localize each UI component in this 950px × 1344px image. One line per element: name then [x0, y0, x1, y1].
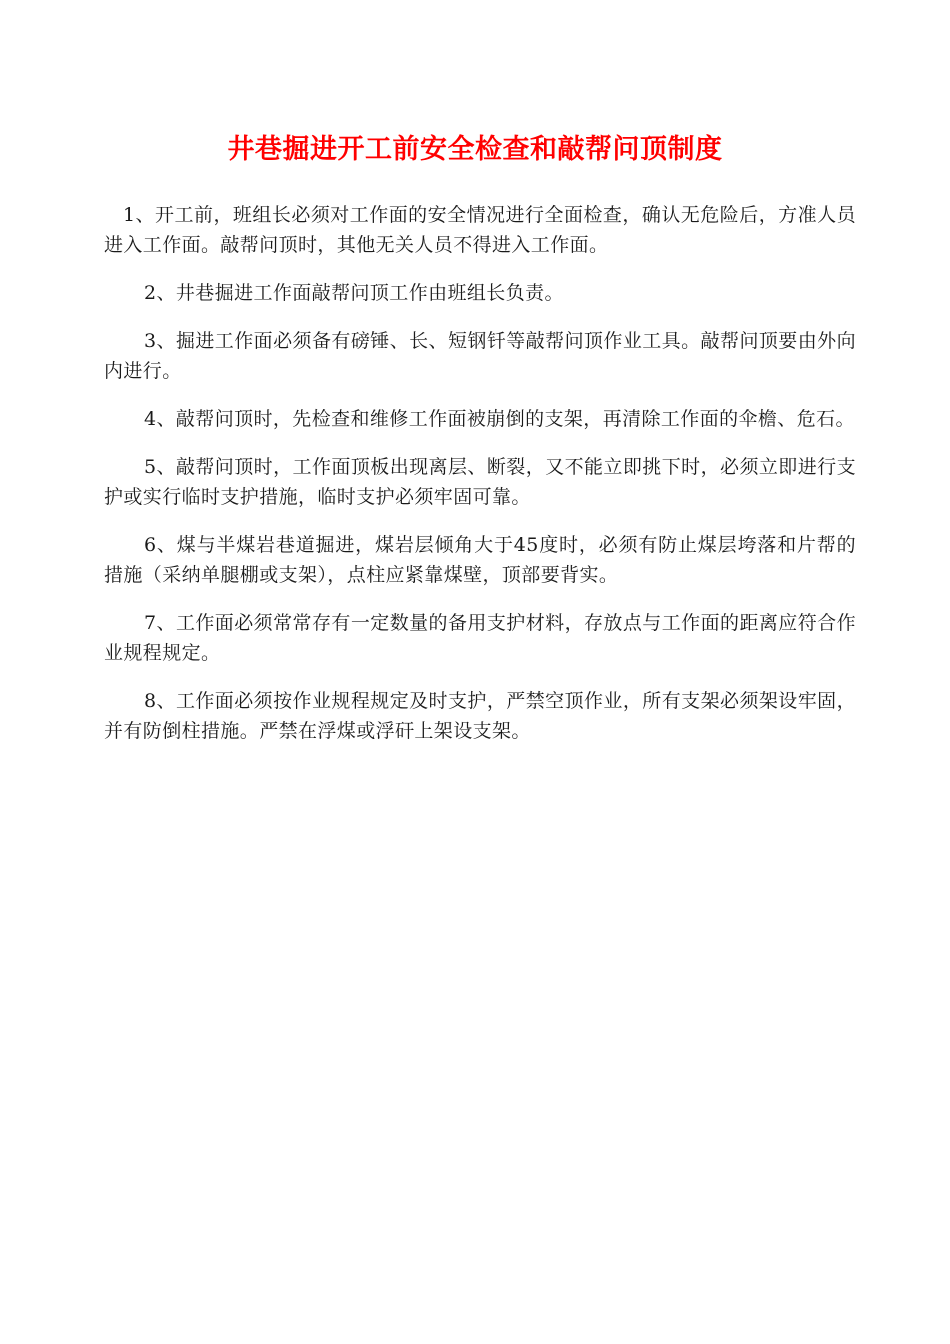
paragraph-7: 7、工作面必须常常存有一定数量的备用支护材料，存放点与工作面的距离应符合作业规程规定。: [104, 612, 856, 664]
paragraph-6: 6、煤与半煤岩巷道掘进，煤岩层倾角大于45度时，必须有防止煤层垮落和片帮的措施（采纳单腿棚或支架），点柱应紧靠煤壁，顶部要背实。: [104, 534, 856, 586]
paragraph-3: 3、掘进工作面必须备有磅锤、长、短钢钎等敲帮问顶作业工具。敲帮问顶要由外向内进行。: [104, 330, 856, 382]
paragraph-2: 2、井巷掘进工作面敲帮问顶工作由班组长负责。: [144, 282, 564, 304]
document-body: [104, 200, 856, 764]
document-title: 井巷掘进开工前安全检查和敲帮问顶制度: [227, 134, 723, 165]
paragraph-4: 4、敲帮问顶时，先检查和维修工作面被崩倒的支架，再清除工作面的伞檐、危石。: [144, 408, 855, 430]
paragraph-8: 8、工作面必须按作业规程规定及时支护，严禁空顶作业，所有支架必须架设牢固，并有防倒柱措施。严禁在浮煤或浮矸上架设支架。: [104, 690, 856, 742]
paragraph-1: 1、开工前，班组长必须对工作面的安全情况进行全面检查，确认无危险后，方准人员进入工作面。敲帮问顶时，其他无关人员不得进入工作面。: [104, 204, 856, 256]
paragraph-5: 5、敲帮问顶时，工作面顶板出现离层、断裂，又不能立即挑下时，必须立即进行支护或实行临时支护措施，临时支护必须牢固可靠。: [104, 456, 856, 508]
